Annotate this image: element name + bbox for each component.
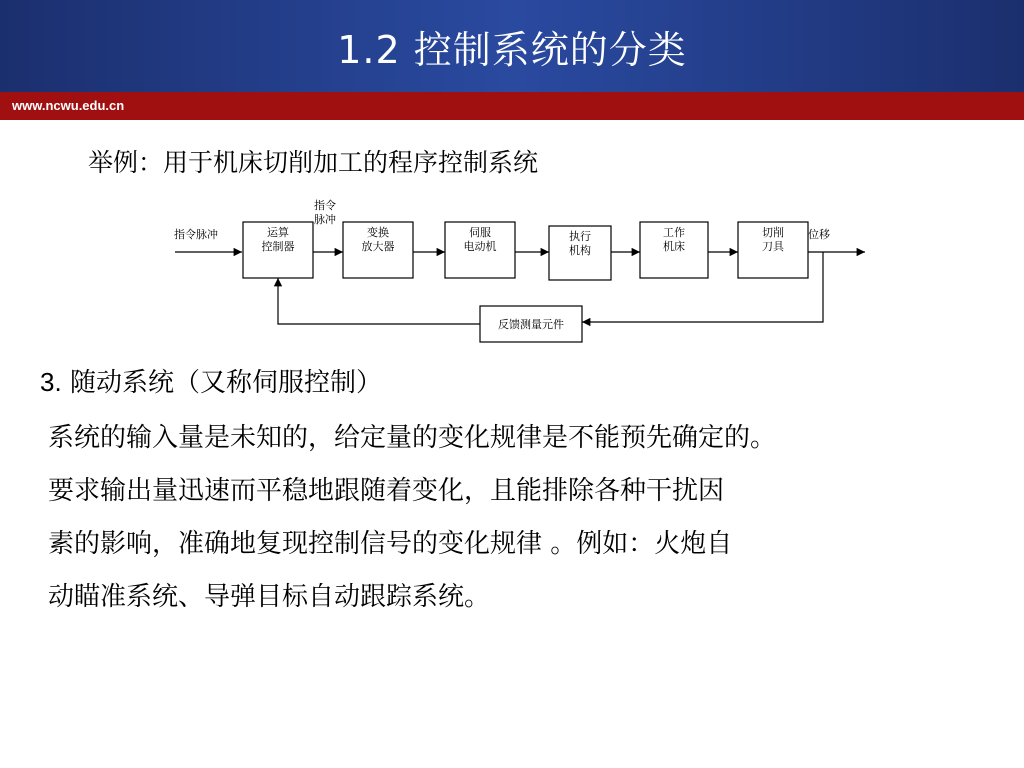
output-label: 位移 [808,228,830,241]
input-label: 指令脉冲 [174,228,218,241]
body-paragraph [48,412,1018,624]
example-heading: 举例：用于机床切削加工的程序控制系统 [88,148,539,177]
section-heading [40,362,382,399]
block-feedback-label: 反馈测量元件 [498,318,564,331]
block-actuator-line1: 执行 [569,230,591,243]
block-diagram [160,196,880,356]
section-number: 3. [40,367,62,397]
block-controller-line2: 控制器 [261,240,295,253]
paragraph-line: 素的影响，准确地复现控制信号的变化规律 。例如：火炮自 [48,529,733,559]
site-url: www.ncwu.edu.cn [12,98,125,113]
block-amplifier-line2: 放大器 [361,240,395,253]
url-bar [0,92,1024,120]
pulse-label-line1: 指令 [314,199,336,212]
block-actuator-line2: 机构 [569,244,591,257]
section-title: 随动系统（又称伺服控制） [69,368,382,398]
block-controller-line1: 运算 [267,226,289,239]
block-servo-motor-line1: 伺服 [469,226,491,239]
paragraph-line: 动瞄准系统、导弹目标自动跟踪系统。 [48,582,491,612]
slide-title: 1.2 控制系统的分类 [337,28,687,72]
feedback-line-left [278,278,480,324]
block-amplifier-line1: 变换 [367,226,389,239]
block-machine-tool-line1: 工作 [663,226,685,239]
block-servo-motor-line2: 电动机 [463,240,497,253]
paragraph-line: 系统的输入量是未知的，给定量的变化规律是不能预先确定的。 [48,423,777,453]
block-cutter-line2: 刀具 [762,240,784,253]
block-machine-tool-line2: 机床 [663,240,685,253]
block-cutter-line1: 切削 [762,226,784,239]
pulse-label-line2: 脉冲 [314,213,336,226]
paragraph-line: 要求输出量迅速而平稳地跟随着变化，且能排除各种干扰因 [48,476,725,506]
